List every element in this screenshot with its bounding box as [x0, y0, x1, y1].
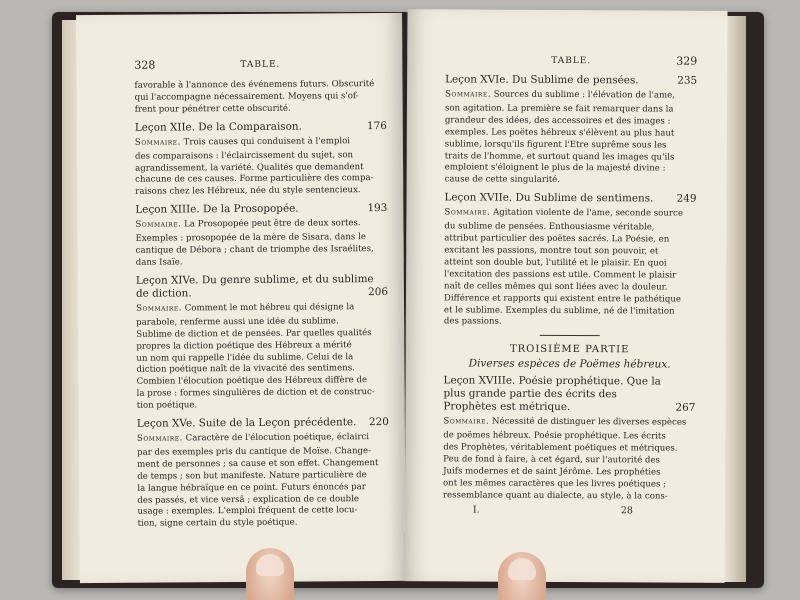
sommaire-line: dans Isaïe. — [135, 257, 183, 268]
sommaire-line: excitant les passions, montre tout son pouvoir, et — [444, 245, 659, 257]
toc-entry — [137, 416, 390, 531]
sommaire-line: l'excitation des passions est utile. Comment le plaisir — [444, 269, 677, 281]
sommaire-line: la langue hébraïque en ce point. Futurs énoncés par — [137, 481, 366, 494]
sommaire-line: de poëmes hébreux. Poésie prophétique. Les écrits — [443, 430, 666, 442]
lecon-title: Leçon XIIIe. De la Prosopopée. — [135, 202, 299, 216]
toc-entry — [136, 273, 389, 413]
lecon-title: Leçon XIVe. Du genre sublime, et du sublime de diction. — [135, 272, 374, 300]
sommaire-line: propres la diction poétique des Hébreux a mérité — [136, 339, 352, 352]
sommaire-line: des passés, et vice versâ ; explication de ce double — [137, 493, 360, 506]
toc-entry — [444, 192, 697, 330]
lecon-title: Leçon XVIIe. Du Sublime de sentimens. — [444, 191, 654, 205]
sommaire-line: des Prophètes, véritablement poétiques et métriques. — [443, 442, 678, 454]
sommaire-line: grandeur des idées, des accessoires et des images : — [444, 115, 671, 127]
page-edges-right — [724, 16, 746, 582]
sommaire-label: Sommaire. — [444, 207, 491, 218]
section-rule — [540, 335, 600, 336]
sommaire-line: du sublime de pensées. Enthousiasme véritable, — [444, 221, 655, 233]
lecon-heading — [135, 120, 387, 135]
sommaire-line: Comment le mot hébreu qui désigne la — [184, 302, 355, 314]
sommaire-line: des passions. — [443, 316, 502, 328]
right-page-title: TABLE. — [551, 55, 592, 67]
signature-mark: I. — [472, 504, 480, 516]
left-page — [76, 13, 406, 583]
sommaire-label: Sommaire. — [134, 137, 181, 148]
left-page-number: 328 — [134, 58, 156, 72]
sommaire-line: Exemples : prosopopée de la mère de Sisara, dans le — [135, 232, 366, 244]
lecon-title: Leçon XVe. Suite de la Leçon précédente. — [136, 416, 357, 430]
sommaire-line: Nécessité de distinguer les diverses espèces — [491, 416, 687, 428]
lecon-page: 235 — [677, 74, 698, 87]
sommaire — [135, 218, 387, 232]
part-subtitle: Diverses espèces de Poëmes hébreux. — [468, 357, 671, 371]
left-thumbnail-nail — [256, 554, 284, 576]
sommaire-line: attribut particulier des poëtes sacrés. La Poésie, en — [444, 233, 670, 245]
sommaire-label: Sommaire. — [136, 303, 183, 314]
sommaire-line: Différence et rapports qui existent entre le pathétique — [443, 292, 682, 305]
intro-line: frent pour pénétrer cette obscurité. — [134, 103, 291, 115]
signature-page: 28 — [620, 504, 634, 517]
sommaire-line: tion, signe certain du style poétique. — [137, 517, 298, 530]
sommaire-line: agrandissement, la variété. Qualités que demandent — [135, 161, 364, 174]
lecon-page: 176 — [366, 119, 387, 132]
sommaire-line: cantique de Débora ; chant de triomphe des Israélites, — [135, 244, 374, 256]
lecon-title: Leçon XIIe. De la Comparaison. — [134, 120, 302, 134]
sommaire — [444, 208, 696, 221]
sommaire-line: Combien l'élocution poétique des Hébreux diffère de — [136, 375, 368, 388]
sommaire-line: Trois causes qui conduisent à l'emploi — [183, 135, 351, 148]
intro-line: favorable à l'annonce des événemens futurs. Obscurité — [134, 79, 375, 91]
sommaire — [137, 432, 389, 446]
sommaire-line: naît de celles mêmes qui sont liées avec la douleur. — [444, 281, 668, 293]
right-page-number: 329 — [676, 54, 698, 68]
lecon-heading — [135, 202, 387, 217]
sommaire-label: Sommaire. — [135, 219, 182, 230]
sommaire-label: Sommaire. — [445, 89, 492, 100]
part-title: TROISIÈME PARTIE — [509, 344, 630, 356]
sommaire-line: de temps ; son but manifeste. Nature particulière de — [137, 469, 367, 482]
sommaire-line: Agitation violente de l'ame, seconde source — [493, 207, 683, 219]
lecon-heading — [137, 416, 389, 431]
page-footer — [443, 504, 695, 519]
sommaire-line: Caractère de l'élocution poétique, éclairci — [185, 432, 370, 444]
left-thumb — [246, 548, 294, 600]
lecon-page: 193 — [367, 202, 388, 215]
lecon-title: Leçon XVIIIe. Poésie prophétique. Que la plus grande partie des écrits des Prophètes est métrique. — [443, 374, 661, 414]
sommaire-line: cause de cette singularité. — [444, 174, 561, 186]
sommaire-line: tion poétique. — [136, 400, 198, 411]
sommaire — [135, 136, 387, 150]
sommaire-line: diction poétique naît de la vivacité des sentimens. — [136, 363, 355, 376]
sommaire-line: ressemblance quant au dialecte, au style, à la cons- — [442, 490, 668, 502]
lecon-heading — [445, 73, 697, 87]
sommaire-line: Sources du sublime : l'élévation de l'ame, — [493, 89, 675, 101]
lecon-page: 220 — [368, 416, 389, 429]
sommaire — [445, 89, 697, 102]
left-page-title: TABLE. — [240, 59, 281, 70]
lecon-title: Leçon XVIe. Du Sublime de pensées. — [445, 73, 639, 87]
sommaire-line: usage : exemples. L'emploi fréquent de cette locu- — [137, 505, 358, 518]
sommaire-line: Juifs modernes et de saint Jérôme. Les prophéties — [443, 466, 661, 478]
lecon-page: 206 — [368, 285, 389, 298]
sommaire — [443, 417, 695, 430]
sommaire-line: raisons chez les Hébreux, née du style sentencieux. — [135, 185, 361, 198]
sommaire-label: Sommaire. — [136, 433, 183, 444]
sommaire-line: ont les mêmes caractères que les livres poétiques ; — [442, 478, 667, 490]
sommaire-line: la prose : formes singulières de diction et de construc- — [136, 387, 375, 399]
sommaire-line: par des exemples pris du cantique de Moïse. Change- — [137, 446, 371, 458]
toc-entry — [135, 202, 387, 269]
lecon-heading — [136, 273, 388, 301]
lecon-heading — [444, 192, 696, 206]
toc-entry — [445, 73, 698, 188]
left-page-header — [134, 59, 386, 75]
right-thumbnail-nail — [508, 558, 536, 580]
lecon-page: 267 — [675, 401, 696, 414]
sommaire-line: atteint son double but, l'utilité et le plaisir. En quoi — [444, 257, 667, 269]
intro-line: qui l'accompagne nécessairement. Moyens qui s'of- — [134, 91, 359, 103]
right-page — [405, 9, 728, 583]
sommaire-line: exemples. Les poëtes hébreux s'élèvent au plus haut — [444, 127, 675, 139]
sommaire-line: ment de personnes ; sa cause et son effet. Changement — [137, 457, 379, 470]
sommaire-line: parabole, renferme aussi une idée du sublime. — [136, 316, 339, 328]
right-page-content — [442, 54, 698, 519]
right-page-header — [445, 55, 697, 70]
lecon-page: 249 — [676, 192, 697, 205]
sommaire-line: sublime, lorsqu'ils figurent l'Etre suprême sous les — [444, 138, 667, 151]
lecon-heading — [443, 375, 695, 415]
left-intro — [134, 79, 386, 116]
sommaire-line: La Prosopopée peut être de deux sortes. — [184, 218, 361, 230]
toc-entry — [135, 120, 388, 199]
sommaire-line: traits de l'homme, et surtout quand les images qu'ils — [444, 150, 675, 163]
sommaire-line: emploient s'éloignent le plus de la majesté divine : — [444, 162, 666, 174]
sommaire — [136, 302, 388, 316]
sommaire-line: des comparaisons : l'éclaircissement du sujet, son — [134, 149, 354, 162]
right-thumb — [498, 552, 546, 600]
sommaire-line: un nom qui rappelle l'idée du sublime. Celui de la — [136, 351, 354, 364]
sommaire-line: Sublime de diction et de pensées. Par quelles qualités — [136, 327, 372, 340]
sommaire-line: son agitation. La première se fait remarquer dans la — [444, 103, 674, 115]
toc-entry — [443, 375, 696, 504]
sommaire-line: Peu de fond à faire, à cet égard, sur l'autorité des — [443, 454, 660, 466]
sommaire-line: chacune de ces causes. Forme particulière des compa- — [135, 173, 374, 186]
sommaire-label: Sommaire. — [443, 416, 490, 427]
left-page-content — [134, 58, 389, 531]
sommaire-line: et le sublime. Exemples du sublime, né de l'imitation — [443, 304, 675, 317]
